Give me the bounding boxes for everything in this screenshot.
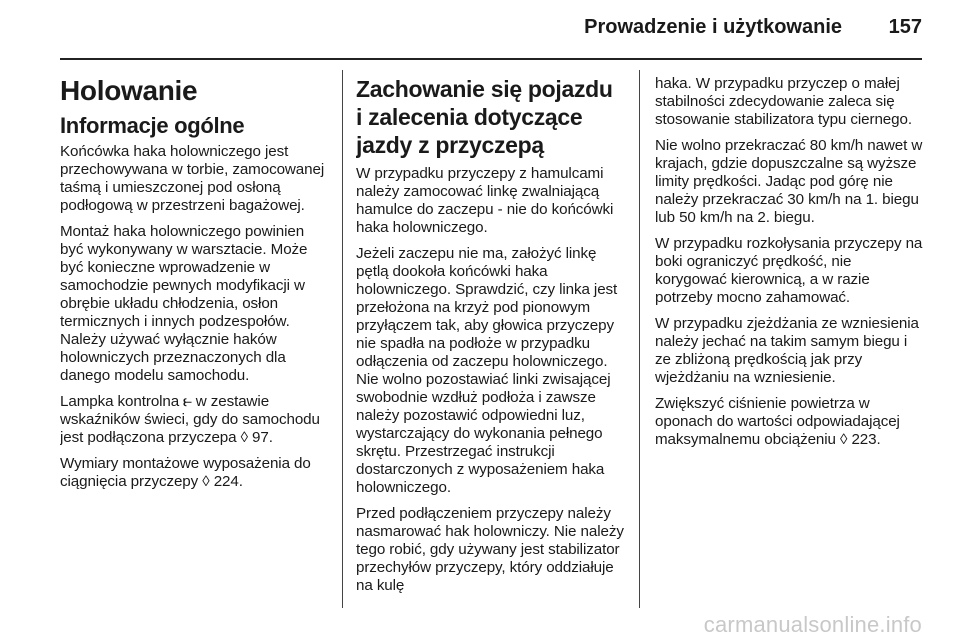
section-heading-holowanie: Holowanie (60, 75, 198, 106)
paragraph-lubrication: Przed podłączeniem przyczepy należy nasmarować hak holowniczy. Nie należy tego robić, gdy używany jest stabilizator przechyłów przyczepy, który oddziałuje na kulę (356, 505, 624, 594)
header-divider (60, 58, 922, 60)
page-ref-223[interactable]: 223. (851, 431, 881, 448)
paragraph-stabilizer: haka. W przypadku przyczep o małej stabilności zdecydowanie zaleca się stosowanie stabilizatora typu ciernego. (655, 75, 912, 128)
page-ref-224[interactable]: 224. (213, 473, 243, 490)
page-header (0, 0, 960, 50)
subsection-heading-informacje: Informacje ogólne (60, 113, 245, 138)
column-divider-2 (639, 70, 640, 608)
paragraph-trailer-sway: W przypadku rozkołysania przyczepy na boki ograniczyć prędkość, nie korygować kierownicą, a w razie potrzeby mocno zahamować. (655, 235, 923, 306)
paragraph-tow-hook-mounting: Montaż haka holowniczego powinien być wykonywany w warsztacie. Może być konieczne wprowadzenie w samochodzie pewnych modyfikacji w obrębie układu chłodzenia, osłon termicznych i innych podzespołów. Należy używać wyłącznie haków holowniczych przeznaczonych dla danego modelu samochodu. (60, 223, 308, 384)
column-2 (356, 75, 624, 603)
column-3 (655, 75, 923, 457)
column-divider-1 (342, 70, 343, 608)
trailer-indicator-icon: ⥼ (183, 393, 192, 410)
paragraph-indicator-lamp (60, 393, 326, 447)
paragraph-tow-hook-storage: Końcówka haka holowniczego jest przechowywana w torbie, zamocowanej taśmą i umieszczonej pod osłoną podłogową w przestrzeni bagażowej. (60, 143, 325, 214)
paragraph-mounting-dimensions (60, 455, 326, 491)
paragraph-brake-cable: W przypadku przyczepy z hamulcami należy zamocować linkę zwalniającą hamulce do zaczepu - nie do końcówki haka holowniczego. (356, 165, 614, 236)
paragraph-speed-limits: Nie wolno przekraczać 80 km/h nawet w krajach, gdzie dopuszczalne są wyższe limity prędkości. Jadąc pod górę nie należy przekraczać 30 km/h na 1. biegu lub 50 km/h na 2. biegu. (655, 137, 923, 226)
paragraph-tyre-pressure (655, 395, 923, 449)
indicator-text-before: Lampka kontrolna (60, 393, 180, 410)
paragraph-downhill: W przypadku zjeżdżania ze wzniesienia należy jechać na takim samym biegu i ze zbliżoną prędkością jak przy wjeżdżaniu na wzniesienie. (655, 315, 919, 386)
page-title: Prowadzenie i użytkowanie (584, 16, 842, 38)
section-heading-driving-behaviour: Zachowanie się pojazdu i zalecenia dotyczące jazdy z przyczepą (356, 76, 613, 158)
page-ref-icon: ◊ (240, 429, 248, 446)
indicator-text-after: w zestawie wskaźników świeci, gdy do samochodu jest podłączona przyczepa (60, 393, 320, 446)
column-1 (60, 75, 326, 499)
tyre-pressure-text: Zwiększyć ciśnienie powietrza w oponach do wartości odpowiadającej maksymalnemu obciążeniu (655, 395, 900, 448)
dimensions-text: Wymiary montażowe wyposażenia do ciągnięcia przyczepy (60, 455, 311, 490)
page-ref-icon: ◊ (840, 431, 848, 448)
watermark: carmanualsonline.info (703, 612, 922, 637)
page-number: 157 (888, 16, 922, 38)
paragraph-cable-loop: Jeżeli zaczepu nie ma, założyć linkę pętlą dookoła końcówki haka holowniczego. Sprawdzić, czy linka jest przełożona na krzyż pod pionowym przyłączem tak, aby głowica przyczepy nie spadła na podłoże w przypadku odłączenia od zaczepu holowniczego. Nie wolno pozostawiać linki zwisającej swobodnie wzdłuż podłoża i zawsze należy pozostawić odpowiedni luz, wystarczający do wykonania pełnego skrętu. Przestrzegać instrukcji dostarczonych z wyposażeniem haka holowniczego. (356, 245, 618, 496)
page-ref-97[interactable]: 97. (252, 429, 273, 446)
page-ref-icon: ◊ (202, 473, 210, 490)
